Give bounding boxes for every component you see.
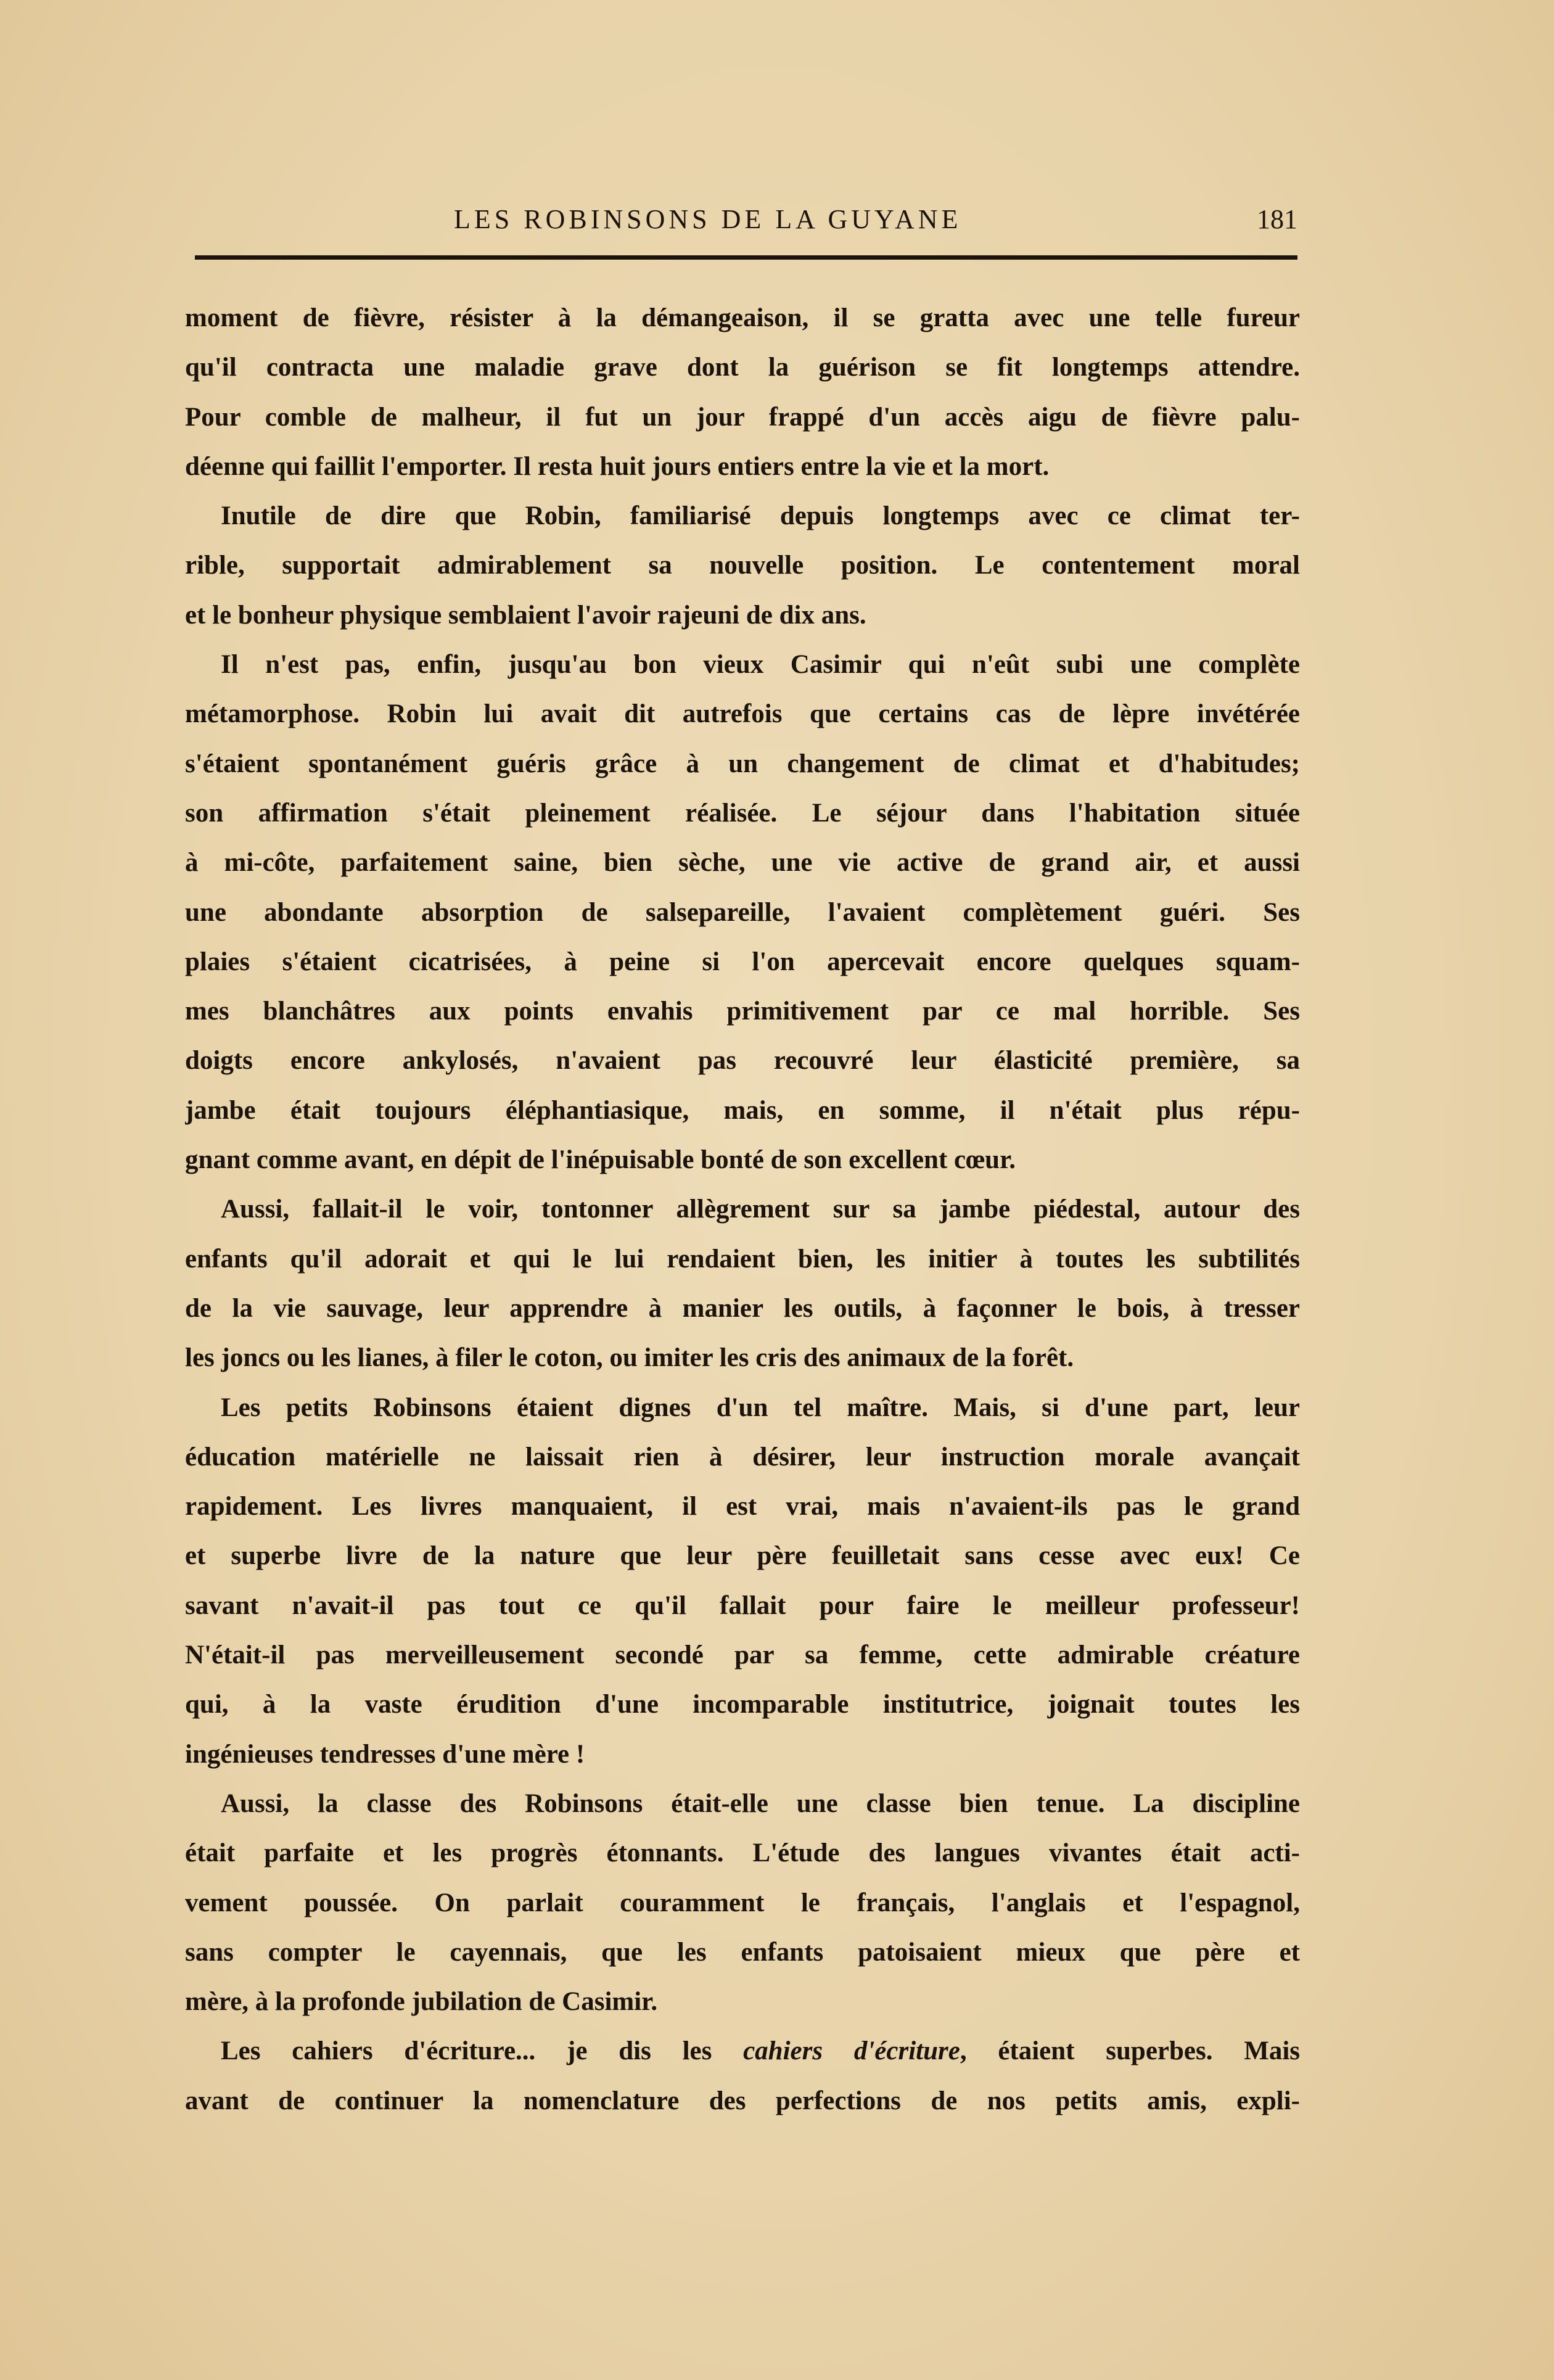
text-line: N'était-il pas merveilleusement secondé par sa femme, cette admirable créature [185,1641,1300,1670]
italic-fragment: cahiers d'écriture [743,2036,960,2066]
text-line: qui, à la vaste érudition d'une incomparable institutrice, joignait toutes les [185,1690,1300,1719]
text-line-italic [185,2027,1300,2076]
text-line: savant n'avait-il pas tout ce qu'il fallait pour faire le meilleur professeur! [185,1591,1300,1620]
text-line: moment de fièvre, résister à la démangeaison, il se gratta avec une telle fureur [185,303,1300,332]
text-line: qu'il contracta une maladie grave dont la guérison se fit longtemps attendre. [185,353,1300,382]
text-line: Aussi, la classe des Robinsons était-elle une classe bien tenue. La discipline [221,1789,1300,1818]
text-line: mère, à la profonde jubilation de Casimir. [185,1987,658,2017]
text-line: éducation matérielle ne laissait rien à désirer, leur instruction morale avançait [185,1442,1300,1472]
text-line: une abondante absorption de salsepareille, l'avaient complètement guéri. Ses [185,897,1300,927]
text-line: avant de continuer la nomenclature des perfections de nos petits amis, expli- [185,2086,1300,2115]
text-line: à mi-côte, parfaitement saine, bien sèche, une vie active de grand air, et aussi [185,848,1300,878]
text-line: les joncs ou les lianes, à filer le coton, ou imiter les cris des animaux de la forêt. [185,1343,1074,1373]
text-line: ingénieuses tendresses d'une mère ! [185,1739,585,1769]
text-line: jambe était toujours éléphantiasique, mais, en somme, il n'était plus répu- [185,1095,1300,1125]
text-line: Les petits Robinsons étaient dignes d'un tel maître. Mais, si d'une part, leur [221,1393,1300,1422]
text-line: Il n'est pas, enfin, jusqu'au bon vieux Casimir qui n'eût subi une complète [221,650,1300,680]
text-line: sans compter le cayennais, que les enfants patoisaient mieux que père et [185,1937,1300,1967]
text-line: plaies s'étaient cicatrisées, à peine si l'on apercevait encore quelques squam- [185,947,1300,976]
text-line: métamorphose. Robin lui avait dit autrefois que certains cas de lèpre invétérée [185,699,1300,729]
text-line: s'étaient spontanément guéris grâce à un changement de climat et d'habitudes; [185,749,1300,778]
text-line: doigts encore ankylosés, n'avaient pas recouvré leur élasticité première, sa [185,1046,1300,1076]
text-fragment: Les cahiers d'écriture... je dis les [221,2036,744,2066]
text-line: de la vie sauvage, leur apprendre à manier les outils, à façonner le bois, à tresser [185,1293,1300,1323]
page-number: 181 [1257,204,1297,234]
text-line: enfants qu'il adorait et qui le lui rendaient bien, les initier à toutes les subtilités [185,1244,1300,1274]
text-line: mes blanchâtres aux points envahis primitivement par ce mal horrible. Ses [185,997,1300,1026]
header-rule [195,255,1297,260]
text-line: gnant comme avant, en dépit de l'inépuisable bonté de son excellent cœur. [185,1145,1016,1175]
text-line: vement poussée. On parlait couramment le français, l'anglais et l'espagnol, [185,1888,1300,1917]
body-text [185,294,1300,2126]
text-line: était parfaite et les progrès étonnants. L'étude des langues vivantes était acti- [185,1839,1300,1868]
running-title: LES ROBINSONS DE LA GUYANE [454,204,962,234]
text-line: rapidement. Les livres manquaient, il est vrai, mais n'avaient-ils pas le grand [185,1492,1300,1521]
text-line: Aussi, fallait-il le voir, tontonner allègrement sur sa jambe piédestal, autour des [221,1195,1300,1224]
page-header [195,199,1297,242]
text-line: Pour comble de malheur, il fut un jour frappé d'un accès aigu de fièvre palu- [185,402,1300,432]
text-line: Inutile de dire que Robin, familiarisé depuis longtemps avec ce climat ter- [221,501,1300,531]
text-line: déenne qui faillit l'emporter. Il resta huit jours entiers entre la vie et la mort. [185,451,1050,481]
text-line: et superbe livre de la nature que leur père feuilletait sans cesse avec eux! Ce [185,1541,1300,1571]
text-fragment: , étaient superbes. Mais [960,2036,1300,2066]
text-line: et le bonheur physique semblaient l'avoir rajeuni de dix ans. [185,600,866,630]
text-line: son affirmation s'était pleinement réalisée. Le séjour dans l'habitation située [185,798,1300,828]
text-line: rible, supportait admirablement sa nouvelle position. Le contentement moral [185,551,1300,580]
